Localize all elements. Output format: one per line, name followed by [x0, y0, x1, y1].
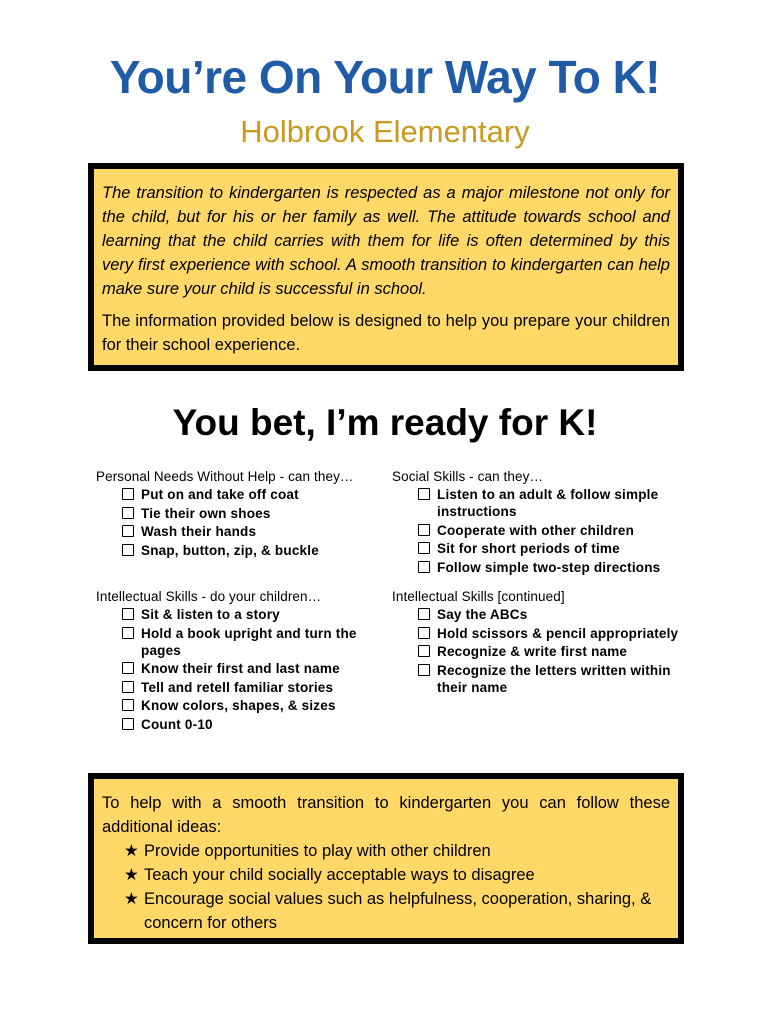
section-heading: Intellectual Skills - do your children… — [96, 589, 322, 604]
intro-box — [88, 163, 684, 371]
idea-item: ★ Teach your child socially acceptable ways to disagree — [124, 863, 670, 887]
checkbox-icon[interactable] — [122, 544, 134, 556]
checkbox-icon[interactable] — [122, 699, 134, 711]
checklist-item[interactable]: Sit for short periods of time — [418, 540, 682, 557]
checklist-item[interactable]: Listen to an adult & follow simple instructions — [418, 486, 682, 520]
checklist-item[interactable]: Know their first and last name — [122, 660, 386, 677]
intro-italic-text: The transition to kindergarten is respected as a major milestone not only for the child, but for his or her family as well. The attitude towards school and learning that the child carries with them for life is often determined by this very first experience with school. A smooth transition to kindergarten can help make sure your child is successful in school. — [102, 184, 670, 298]
checklist-item[interactable]: Cooperate with other children — [418, 522, 682, 539]
checkbox-icon[interactable] — [122, 681, 134, 693]
checkbox-icon[interactable] — [122, 662, 134, 674]
checklist-item[interactable]: Count 0-10 — [122, 716, 386, 733]
checkbox-icon[interactable] — [418, 627, 430, 639]
checklist-item[interactable]: Put on and take off coat — [122, 486, 386, 503]
star-icon: ★ — [124, 890, 139, 908]
checklist-title: You bet, I’m ready for K! — [172, 402, 598, 443]
idea-item: ★ Provide opportunities to play with other children — [124, 839, 670, 863]
star-icon: ★ — [124, 866, 139, 884]
section-heading: Social Skills - can they… — [392, 469, 544, 484]
section-intellectual-skills — [96, 589, 386, 734]
checkbox-icon[interactable] — [418, 542, 430, 554]
checkbox-icon[interactable] — [122, 718, 134, 730]
checklist-item[interactable]: Recognize & write first name — [418, 643, 682, 660]
checklist-item[interactable]: Tie their own shoes — [122, 505, 386, 522]
checkbox-icon[interactable] — [122, 507, 134, 519]
checkbox-icon[interactable] — [122, 608, 134, 620]
checklist-item[interactable]: Say the ABCs — [418, 606, 682, 623]
checkbox-icon[interactable] — [122, 488, 134, 500]
checklist-item[interactable]: Follow simple two-step directions — [418, 559, 682, 576]
intro-normal-text: The information provided below is designed to help you prepare your children for their school experience. — [102, 312, 670, 354]
checkbox-icon[interactable] — [418, 608, 430, 620]
section-personal-needs — [96, 469, 386, 560]
checkbox-icon[interactable] — [418, 488, 430, 500]
checkbox-icon[interactable] — [122, 525, 134, 537]
section-social-skills — [392, 469, 682, 577]
checklist-item[interactable]: Hold a book upright and turn the pages — [122, 625, 386, 659]
section-heading: Personal Needs Without Help - can they… — [96, 469, 354, 484]
ideas-intro: To help with a smooth transition to kindergarten you can follow these additional ideas: — [102, 794, 670, 836]
page-title: You’re On Your Way To K! — [109, 51, 661, 103]
section-heading: Intellectual Skills [continued] — [392, 589, 565, 604]
checkbox-icon[interactable] — [418, 524, 430, 536]
checklist-item[interactable]: Recognize the letters written within their name — [418, 662, 682, 696]
checklist-item[interactable]: Know colors, shapes, & sizes — [122, 697, 386, 714]
section-intellectual-skills-continued — [392, 589, 682, 697]
idea-item: ★ Encourage social values such as helpfulness, cooperation, sharing, & concern for others — [124, 887, 670, 935]
checklist-item[interactable]: Hold scissors & pencil appropriately — [418, 625, 682, 642]
checkbox-icon[interactable] — [418, 645, 430, 657]
checkbox-icon[interactable] — [122, 627, 134, 639]
ideas-box — [88, 773, 684, 944]
checklist-item[interactable]: Snap, button, zip, & buckle — [122, 542, 386, 559]
checklist-item[interactable]: Wash their hands — [122, 523, 386, 540]
school-name: Holbrook Elementary — [240, 114, 530, 149]
star-icon: ★ — [124, 842, 139, 860]
checklist-item[interactable]: Tell and retell familiar stories — [122, 679, 386, 696]
checklist-item[interactable]: Sit & listen to a story — [122, 606, 386, 623]
checkbox-icon[interactable] — [418, 664, 430, 676]
checkbox-icon[interactable] — [418, 561, 430, 573]
